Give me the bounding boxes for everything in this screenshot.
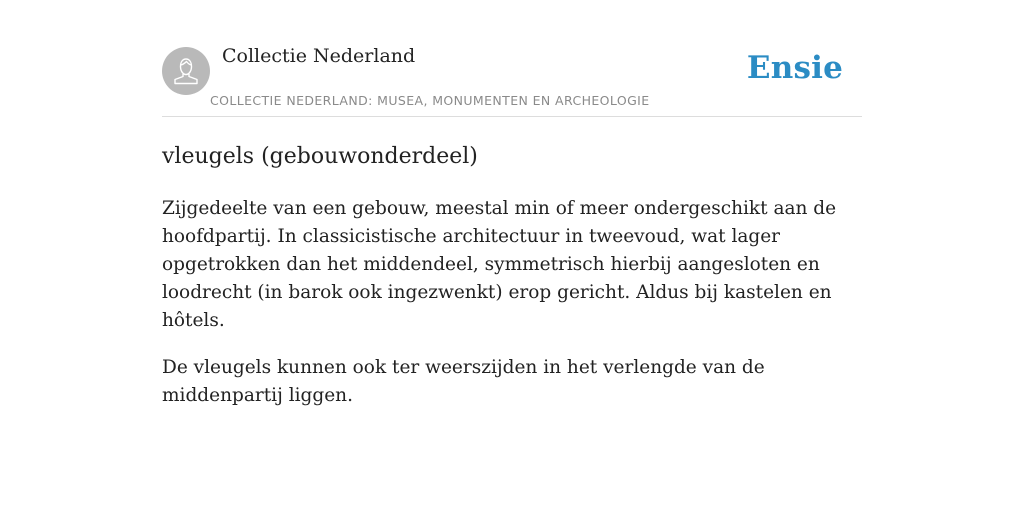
entry-paragraph: Zijgedeelte van een gebouw, meestal min of meer ondergeschikt aan de hoofdpartij. In classicistische architectuur in tweevoud, wat lager opgetrokken dan het middendeel, symmetrisch hierbij aangesloten en loodrecht (in barok ook ingezwenkt) erop gericht. Aldus bij kastelen en hôtels.: [162, 198, 837, 331]
entry-paragraph: De vleugels kunnen ook ter weerszijden in het verlengde van de middenpartij liggen.: [162, 357, 765, 406]
user-silhouette-icon: [162, 47, 210, 95]
entry-title: vleugels (gebouwonderdeel): [162, 144, 478, 169]
author-name[interactable]: Collectie Nederland: [222, 45, 416, 67]
entry-header: [162, 0, 862, 117]
ensie-logo[interactable]: Ensie: [746, 50, 843, 86]
avatar[interactable]: [162, 47, 210, 95]
entry-body: [162, 195, 862, 410]
entry-card: [162, 0, 862, 410]
source-label[interactable]: COLLECTIE NEDERLAND: MUSEA, MONUMENTEN EN ARCHEOLOGIE: [210, 93, 650, 108]
